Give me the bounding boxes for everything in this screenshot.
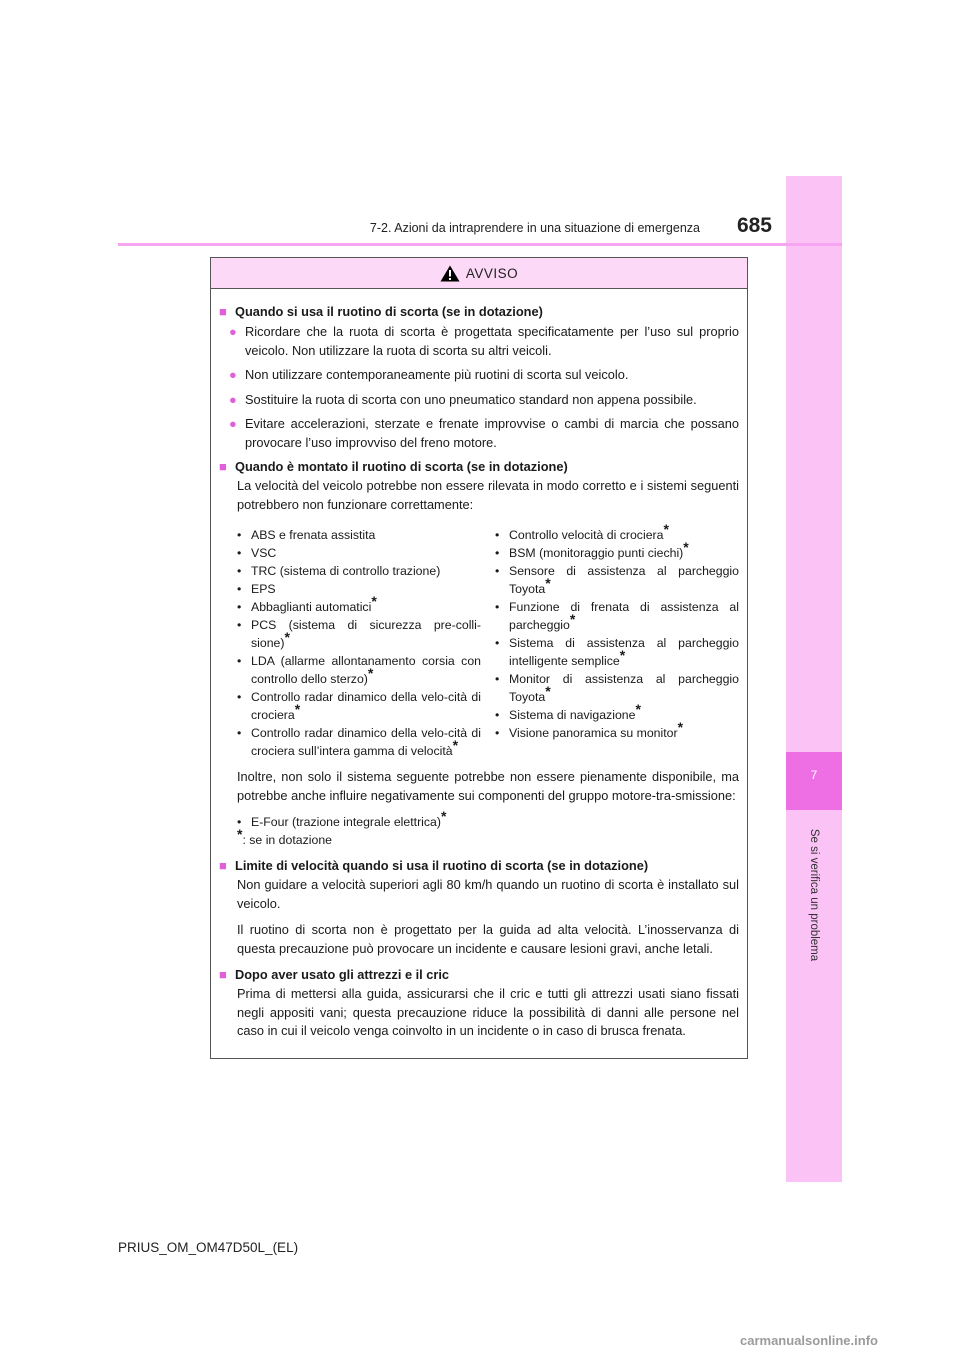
circle-bullet-icon: ● <box>229 324 237 339</box>
square-bullet-icon: ■ <box>219 858 227 873</box>
section-heading-after-tools: ■ Dopo aver usato gli attrezzi e il cric <box>219 967 450 982</box>
section-heading-spare-mounted: ■ Quando è montato il ruotino di scorta (se in dotazione) <box>219 459 568 474</box>
warning-body <box>211 289 747 1041</box>
footnote-star: * <box>441 807 447 824</box>
circle-bullet-icon: ● <box>229 416 237 431</box>
document-code: PRIUS_OM_OM47D50L_(EL) <box>118 1240 299 1255</box>
paragraph: Inoltre, non solo il sistema seguente potrebbe non essere pienamente disponibile, ma potrebbe anche influire negativamente sui componenti del gruppo motore-tra-smissione: <box>237 769 739 803</box>
square-bullet-icon: ■ <box>219 304 227 319</box>
circle-bullet-icon: ● <box>229 367 237 382</box>
list-item: • Funzione di frenata di assistenza al parcheggio* <box>495 600 739 632</box>
list-item: ● Non utilizzare contemporaneamente più ruotini di scorta sul veicolo. <box>219 366 739 385</box>
warning-box <box>210 257 748 1059</box>
paragraph: Prima di mettersi alla guida, assicurarsi che il cric e tutti gli attrezzi usati siano fissati negli appositi vani; questa precauzione riduce la possibilità di danni alle persone nel caso in cui il veicolo venga coinvolto in un incidente o in caso di brusca frenata. <box>237 986 739 1038</box>
list-item: • Sistema di navigazione* <box>495 700 641 722</box>
list-item: • ABS e frenata assistita <box>237 528 376 542</box>
header-rule <box>118 243 842 246</box>
footnote-star: * <box>545 574 551 591</box>
footnote-star: * <box>569 610 576 627</box>
list-item: ● Sostituire la ruota di scorta con uno pneumatico standard non appena possibile. <box>219 391 739 410</box>
paragraph: Il ruotino di scorta non è progettato per la guida ad alta velocità. L’inosservanza di questa precauzione può provocare un incidente e causare lesioni gravi, anche letali. <box>237 922 739 956</box>
square-bullet-icon: ■ <box>219 967 227 982</box>
list-item: • PCS (sistema di sicurezza pre-colli-sione)* <box>237 618 481 650</box>
list-item: ● Evitare accelerazioni, sterzate e frenate improvvise o cambi di marcia che possano provocare l’uso improvviso del freno motore. <box>219 415 739 452</box>
list-item: • Controllo velocità di crociera* <box>495 520 669 542</box>
list-item: • Controllo radar dinamico della velo-cità di crociera* <box>237 690 481 722</box>
footnote-star: * <box>619 646 626 663</box>
list-item: • VSC <box>237 546 277 560</box>
efour-item: • E-Four (trazione integrale elettrica)* *: se in dotazione <box>237 813 739 849</box>
list-item: • Abbaglianti automatici* <box>237 592 377 614</box>
systems-column-left <box>237 526 481 760</box>
list-item: • TRC (sistema di controllo trazione) <box>237 564 441 578</box>
list-item: • EPS <box>237 582 276 596</box>
list-item: • Sensore di assistenza al parcheggio Toyota* <box>495 564 739 596</box>
footnote: *: se in dotazione <box>237 825 333 847</box>
footnote-star: * <box>452 736 459 753</box>
systems-column-right <box>495 520 739 760</box>
page-number: 685 <box>736 214 772 237</box>
section-heading-speed-limit: ■ Limite di velocità quando si usa il ruotino di scorta (se in dotazione) <box>219 858 649 873</box>
paragraph: La velocità del veicolo potrebbe non essere rilevata in modo corretto e i sistemi seguenti potrebbero non funzionare correttamente: <box>237 478 739 512</box>
footnote-star: * <box>635 700 641 717</box>
warning-header <box>211 258 747 289</box>
list-item: • Visione panoramica su monitor* <box>495 718 684 740</box>
circle-bullet-icon: ● <box>229 391 237 407</box>
square-bullet-icon: ■ <box>219 459 227 474</box>
footnote-star: * <box>294 700 301 717</box>
section-title: 7-2. Azioni da intraprendere in una situazione di emergenza <box>369 221 700 235</box>
footnote-star: * <box>683 538 689 555</box>
footnote-star: * <box>367 664 374 681</box>
warning-triangle-icon <box>440 265 460 282</box>
list-item: ● Ricordare che la ruota di scorta è progettata specificatamente per l’uso sul proprio veicolo. Non utilizzare la ruota di scorta su altri veicoli. <box>219 323 739 360</box>
footnote-star: * <box>371 592 377 609</box>
footnote-star: * <box>237 825 243 842</box>
list-item: • Sistema di assistenza al parcheggio intelligente semplice* <box>495 636 739 668</box>
paragraph: Non guidare a velocità superiori agli 80 km/h quando un ruotino di scorta è installato sul veicolo. <box>237 877 739 911</box>
list-item: • LDA (allarme allontanamento corsia con controllo dello sterzo)* <box>237 654 481 686</box>
list-item: • Controllo radar dinamico della velo-cità di crociera sull’intera gamma di velocità* <box>237 726 481 758</box>
section-heading-spare-use: ■ Quando si usa il ruotino di scorta (se in dotazione) <box>219 304 543 319</box>
footnote-star: * <box>545 682 551 699</box>
list-item: • BSM (monitoraggio punti ciechi)* <box>495 538 689 560</box>
chapter-number: 7 <box>810 768 818 782</box>
warning-title: AVVISO <box>465 265 519 281</box>
footnote-star: * <box>663 520 669 537</box>
watermark: carmanualsonline.info <box>740 1333 878 1348</box>
systems-columns <box>237 520 739 760</box>
footnote-star: * <box>284 628 290 645</box>
chapter-title: Se si verifica un problema <box>808 828 820 962</box>
list-item: • Monitor di assistenza al parcheggio Toyota* <box>495 672 739 704</box>
chapter-side-tab <box>786 176 842 1182</box>
footnote-star: * <box>677 718 684 735</box>
